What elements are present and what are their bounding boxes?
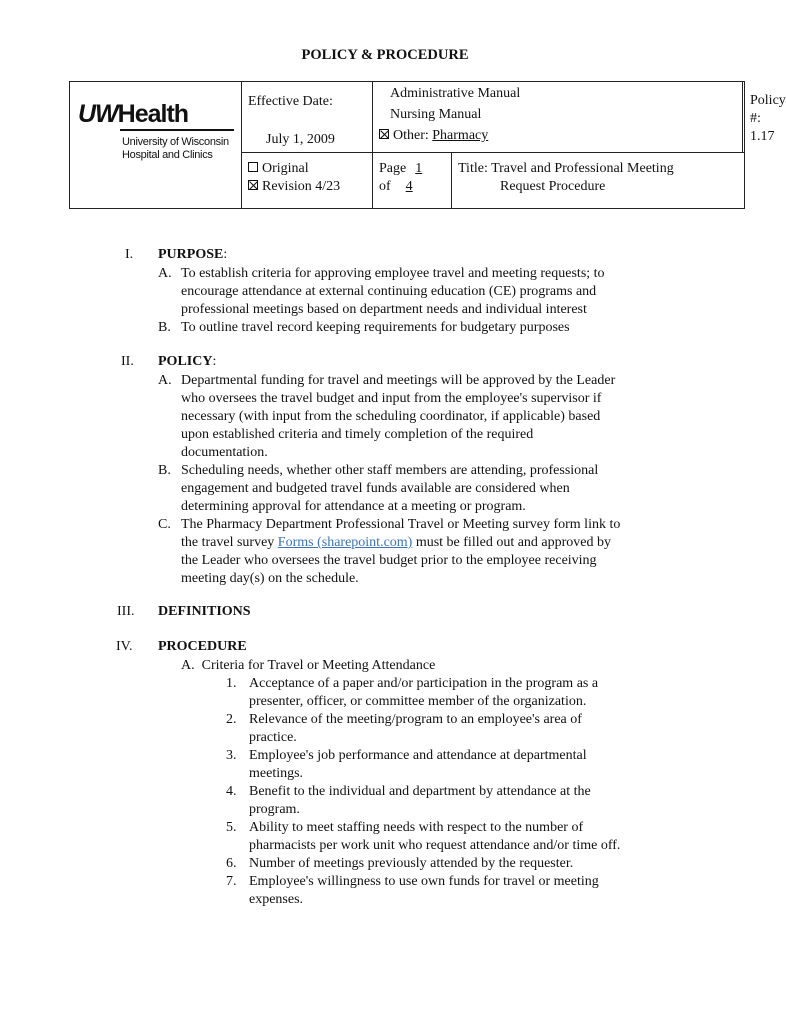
policy-title-line2: Request Procedure xyxy=(500,179,606,194)
list-item: A. To establish criteria for approving employee travel and meeting requests; to encourage attendance at external continuing education (CE) programs and professional meetings based on department needs and individual interest xyxy=(158,266,605,317)
section-number: IV. xyxy=(116,639,133,654)
list-item: 2. Relevance of the meeting/program to an employee's area of practice. xyxy=(226,712,582,745)
manual-cell xyxy=(373,82,743,153)
policy-list xyxy=(158,372,668,588)
policy-header-table xyxy=(69,81,786,209)
list-item: B. Scheduling needs, whether other staff members are attending, professional engagement and budgeted travel funds available are considered when determining approval for attendance at a meeting or program. xyxy=(158,463,599,514)
procedure-heading: PROCEDURE xyxy=(158,639,247,654)
policy-number-cell xyxy=(743,82,786,153)
policy-title: Title: Travel and Professional Meeting xyxy=(458,161,674,176)
list-item: B. To outline travel record keeping requirements for budgetary purposes xyxy=(158,320,570,335)
checked-box-icon xyxy=(248,180,258,190)
revision-option: Revision 4/23 xyxy=(248,178,340,196)
list-item: 7. Employee's willingness to use own funds for travel or meeting expenses. xyxy=(226,874,599,907)
list-item: 4. Benefit to the individual and department by attendance at the program. xyxy=(226,784,591,817)
page-count-cell xyxy=(373,153,452,209)
policy-number: Policy #: 1.17 xyxy=(750,93,786,144)
list-item: 6. Number of meetings previously attended by the requester. xyxy=(226,856,574,871)
forms-sharepoint-link[interactable]: Forms (sharepoint.com) xyxy=(277,535,413,550)
uw-health-logo: UWHealth xyxy=(78,100,189,128)
revision-cell xyxy=(242,153,373,209)
manual-other: Other: Pharmacy xyxy=(379,127,488,145)
list-item: A. Departmental funding for travel and meetings will be approved by the Leader who oversees the travel budget and input from the employee's supervisor if necessary (with input from the scheduling coordinator, if applicable) based upon established criteria and timely completion of the required documentation. xyxy=(158,373,616,460)
title-cell xyxy=(452,153,745,209)
page-title: POLICY & PROCEDURE xyxy=(301,47,469,63)
purpose-list xyxy=(158,265,658,337)
logo-divider xyxy=(120,129,234,131)
effective-date-value: July 1, 2009 xyxy=(266,132,335,147)
definitions-heading: DEFINITIONS xyxy=(158,604,251,619)
manual-administrative: Administrative Manual xyxy=(390,86,521,101)
section-number: III. xyxy=(117,604,135,619)
criteria-list xyxy=(226,675,666,909)
section-number: I. xyxy=(125,247,134,262)
list-item: C. The Pharmacy Department Professional Travel or Meeting survey form link to the travel survey Forms (sharepoint.com) must be filled out and approved by the Leader who oversees the travel budget prior to the employee receiving meeting day(s) on the schedule. xyxy=(158,517,621,586)
logo-cell xyxy=(70,82,242,209)
checked-box-icon xyxy=(379,129,389,139)
empty-box-icon xyxy=(248,162,258,172)
list-item: 5. Ability to meet staffing needs with respect to the number of pharmacists per work unit who request attendance and/or time off. xyxy=(226,820,621,853)
list-item: 3. Employee's job performance and attendance at departmental meetings. xyxy=(226,748,587,781)
effective-date-cell xyxy=(242,82,373,153)
purpose-heading: PURPOSE: xyxy=(158,247,228,262)
section-number: II. xyxy=(121,354,134,369)
logo-subtitle: University of Wisconsin Hospital and Clinics xyxy=(122,136,229,161)
procedure-subsection: A. Criteria for Travel or Meeting Attendance xyxy=(181,658,436,673)
original-option: Original xyxy=(248,160,309,178)
manual-nursing: Nursing Manual xyxy=(390,107,482,122)
page-total: of 4 xyxy=(379,179,413,194)
list-item: 1. Acceptance of a paper and/or participation in the program as a presenter, officer, or committee member of the organization. xyxy=(226,676,599,709)
page-number: Page 1 xyxy=(379,161,423,176)
policy-heading: POLICY: xyxy=(158,354,217,369)
effective-date-label: Effective Date: xyxy=(248,94,333,109)
